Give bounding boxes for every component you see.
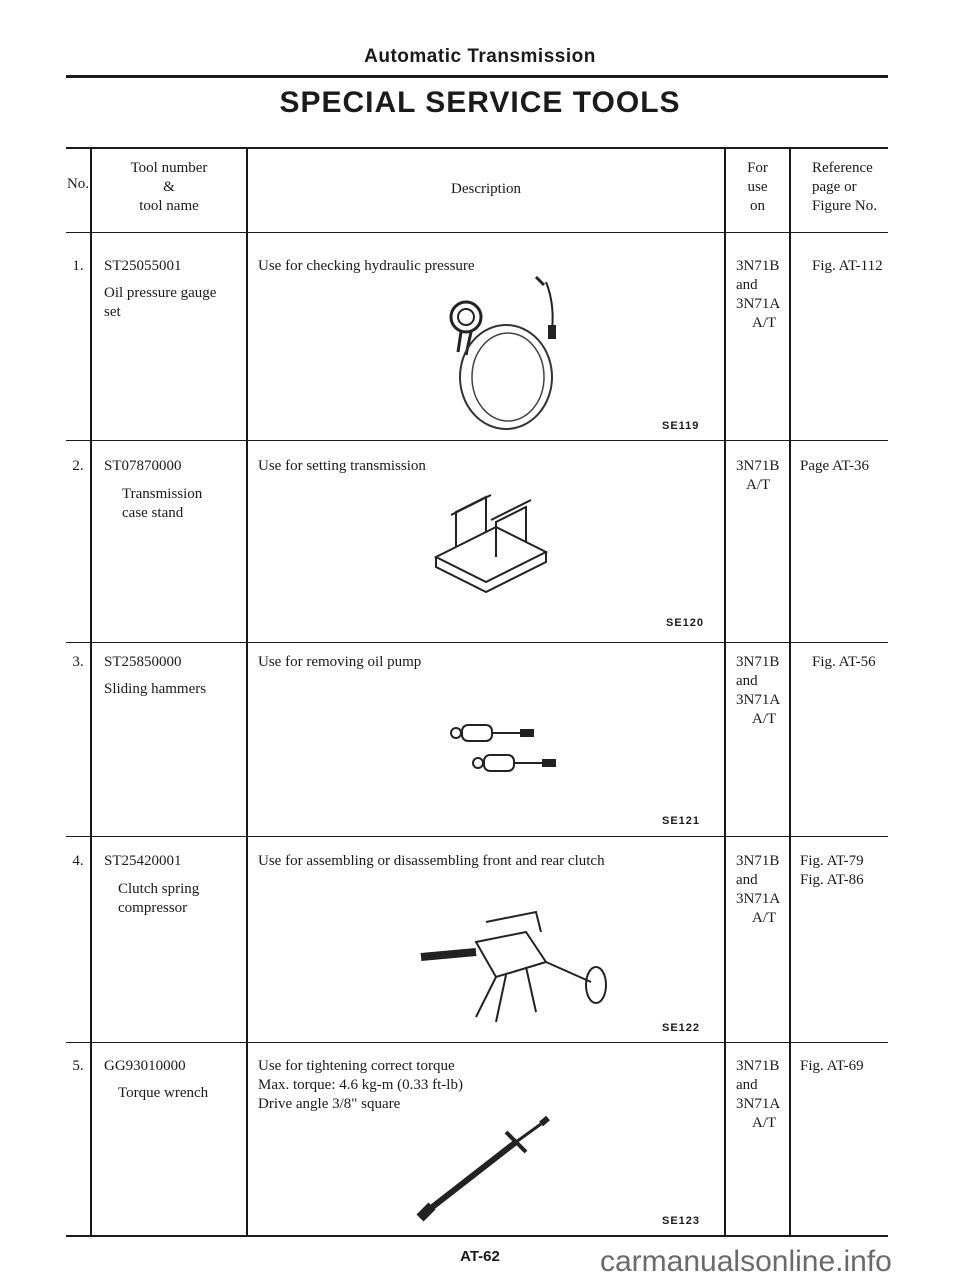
service-tools-table [66, 147, 888, 1237]
torque-wrench-icon [416, 1122, 556, 1222]
description-line: Max. torque: 4.6 kg-m (0.33 ft-lb) [258, 1077, 463, 1093]
tool-name [104, 680, 244, 699]
col-divider [246, 147, 248, 1237]
figure-code: SE119 [662, 420, 700, 432]
reference-line: Page AT-36 [800, 458, 870, 474]
table-top-rule [66, 147, 888, 149]
col-header-ref-line: page or [812, 179, 857, 195]
for-use-line: and [736, 872, 758, 888]
for-use-line: and [736, 673, 758, 689]
oil-pressure-gauge-icon [436, 277, 596, 432]
tool-number: ST25850000 [104, 654, 182, 670]
col-divider [789, 147, 791, 1237]
tool-name-line: set [104, 304, 121, 320]
tool-name-line: case stand [122, 505, 184, 521]
reference-line: Fig. AT-79 [800, 853, 864, 869]
col-divider [724, 147, 726, 1237]
for-use-line: 3N71A [736, 692, 781, 708]
header-bottom-rule [66, 232, 888, 233]
for-use-line: and [736, 277, 758, 293]
figure-code: SE121 [662, 815, 701, 827]
reference [812, 257, 888, 276]
reference [800, 457, 886, 476]
col-header-tool-line: Tool number [130, 160, 208, 176]
tool-name [118, 880, 244, 918]
description [258, 1057, 718, 1114]
header-rule [66, 75, 888, 78]
for-use-line: A/T [752, 711, 777, 727]
for-use-line: 3N71B [736, 458, 780, 474]
figure-code: SE122 [662, 1022, 701, 1034]
for-use-line: A/T [746, 477, 771, 493]
reference-line: Fig. AT-86 [800, 872, 864, 888]
for-use-line: A/T [752, 910, 777, 926]
col-divider [90, 147, 92, 1237]
for-use [736, 852, 788, 928]
for-use-line: 3N71B [736, 853, 780, 869]
description [258, 457, 718, 476]
description-line: Drive angle 3/8" square [258, 1096, 401, 1112]
reference [800, 852, 886, 890]
tool-name [104, 284, 244, 322]
section-title: Automatic Transmission [364, 46, 596, 67]
col-header-for-line: on [750, 198, 765, 214]
row-no: 3. [72, 654, 84, 670]
for-use [736, 653, 788, 729]
page-title: SPECIAL SERVICE TOOLS [279, 86, 681, 119]
for-use [736, 1057, 788, 1133]
col-header-no: No. [66, 176, 90, 192]
watermark: carmanualsonline.info [600, 1245, 892, 1278]
col-header-for-line: use [747, 179, 768, 195]
row-divider [66, 836, 888, 837]
for-use-line: A/T [752, 315, 777, 331]
sliding-hammers-icon [450, 719, 580, 779]
table-bottom-rule [66, 1235, 888, 1237]
row-divider [66, 440, 888, 441]
tool-number: ST07870000 [104, 458, 182, 474]
reference [800, 1057, 886, 1076]
description-line: Use for tightening correct torque [258, 1058, 455, 1074]
row-divider [66, 1042, 888, 1043]
for-use-line: 3N71B [736, 258, 780, 274]
description-line: Use for assembling or disassembling front and rear clutch [258, 853, 605, 869]
description-line: Use for checking hydraulic pressure [258, 258, 475, 274]
col-header-tool-line: & [163, 179, 175, 195]
tool-name [118, 1084, 244, 1103]
row-no: 4. [72, 853, 84, 869]
row-no: 1. [72, 258, 84, 274]
for-use-line: 3N71A [736, 1096, 781, 1112]
row-divider [66, 642, 888, 643]
tool-name-line: Oil pressure gauge [104, 285, 217, 301]
col-header-ref-line: Reference [812, 160, 873, 176]
figure-code: SE120 [666, 617, 705, 629]
tool-name-line: Clutch spring [118, 881, 200, 897]
description [258, 257, 718, 276]
description [258, 653, 718, 672]
row-no: 2. [72, 458, 84, 474]
for-use-line: A/T [752, 1115, 777, 1131]
case-stand-icon [426, 497, 556, 602]
for-use [736, 257, 788, 333]
for-use [736, 457, 788, 495]
tool-number: ST25055001 [104, 258, 182, 274]
tool-name-line: compressor [118, 900, 188, 916]
col-header-tool-line: tool name [139, 198, 199, 214]
reference-line: Fig. AT-112 [812, 258, 883, 274]
row-no: 5. [72, 1058, 84, 1074]
clutch-spring-compressor-icon [416, 917, 616, 1027]
tool-number: ST25420001 [104, 853, 182, 869]
tool-number: GG93010000 [104, 1058, 186, 1074]
col-header-ref-line: Figure No. [812, 198, 877, 214]
tool-name-line: Transmission [122, 486, 203, 502]
reference-line: Fig. AT-56 [812, 654, 876, 670]
tool-name [122, 485, 246, 523]
reference-line: Fig. AT-69 [800, 1058, 864, 1074]
col-header-for-line: For [747, 160, 768, 176]
description-line: Use for removing oil pump [258, 654, 422, 670]
for-use-line: 3N71A [736, 296, 781, 312]
page-number: AT-62 [460, 1248, 500, 1265]
tool-name-line: Torque wrench [118, 1085, 209, 1101]
reference [812, 653, 888, 672]
tool-name-line: Sliding hammers [104, 681, 207, 697]
for-use-line: and [736, 1077, 758, 1093]
figure-code: SE123 [662, 1215, 701, 1227]
col-header-tool [92, 159, 246, 216]
col-header-for-use [726, 159, 789, 216]
col-header-reference [812, 159, 888, 216]
for-use-line: 3N71B [736, 1058, 780, 1074]
col-header-description: Description [451, 181, 521, 197]
description [258, 852, 718, 871]
description-line: Use for setting transmission [258, 458, 426, 474]
for-use-line: 3N71B [736, 654, 780, 670]
for-use-line: 3N71A [736, 891, 781, 907]
